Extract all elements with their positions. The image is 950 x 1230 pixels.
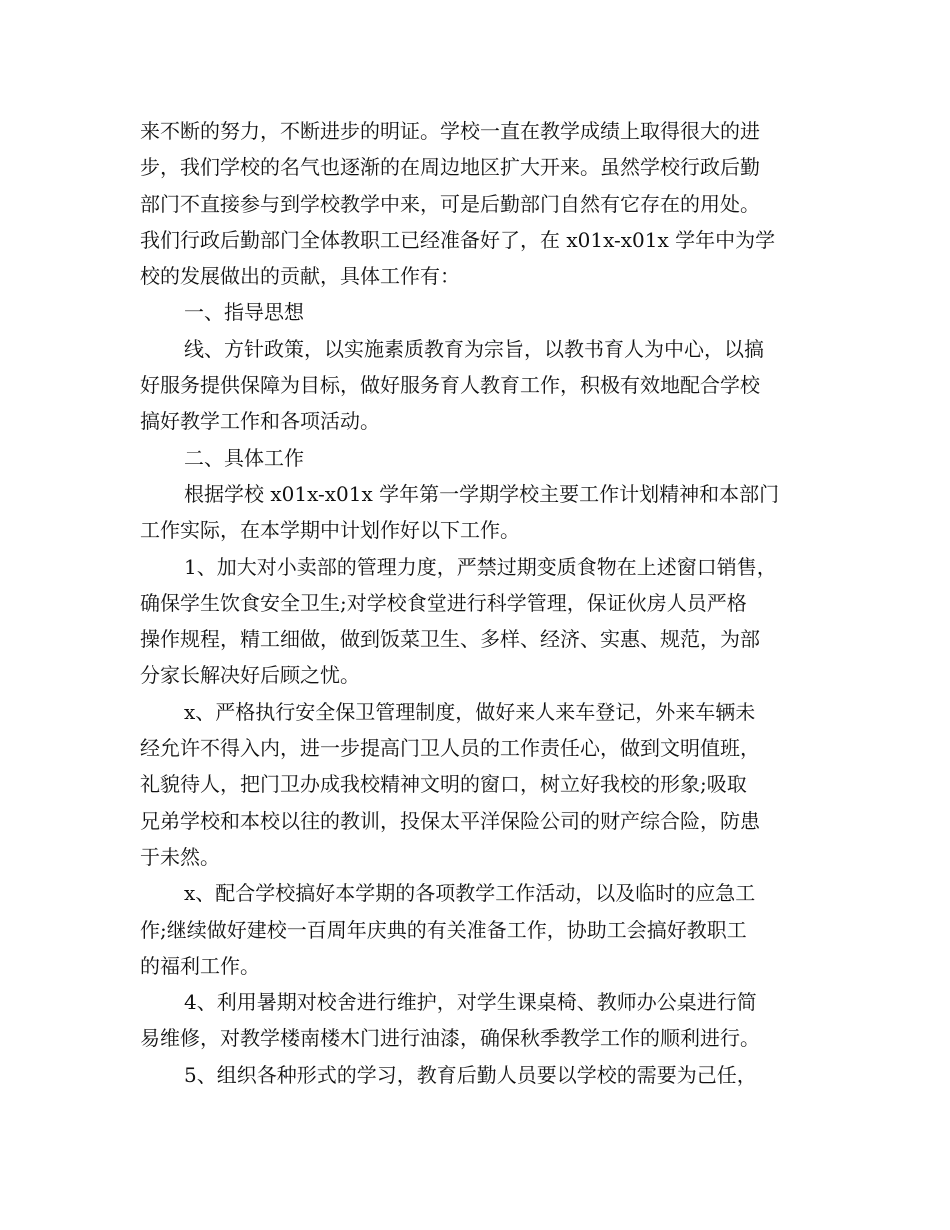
text-line: 步，我们学校的名气也逐渐的在周边地区扩大开来。虽然学校行政后勤 [140, 155, 760, 180]
text-line: 部门不直接参与到学校教学中来，可是后勤部门自然有它存在的用处。 [140, 191, 760, 216]
text-line: 确保学生饮食安全卫生;对学校食堂进行科学管理，保证伙房人员严格 [140, 590, 747, 615]
text-line: 经允许不得入内，进一步提高门卫人员的工作责任心，做到文明值班， [140, 736, 760, 761]
text-line: 兄弟学校和本校以往的教训，投保太平洋保险公司的财产综合险，防患 [140, 808, 760, 833]
document-body [140, 113, 815, 1093]
text-line: 易维修，对教学楼南楼木门进行油漆，确保秋季教学工作的顺利进行。 [140, 1026, 760, 1051]
text-line: 操作规程，精工细做，做到饭菜卫生、多样、经济、实惠、规范，为部 [140, 627, 760, 652]
text-line: 于未然。 [140, 844, 220, 869]
text-line: 的福利工作。 [140, 953, 260, 978]
text-line: 来不断的努力，不断进步的明证。学校一直在教学成绩上取得很大的进 [140, 119, 760, 143]
text-line: 礼貌待人，把门卫办成我校精神文明的窗口，树立好我校的形象;吸取 [140, 772, 747, 797]
text-line: 二、具体工作 [184, 445, 304, 470]
text-line: 根据学校 x01x-x01x 学年第一学期学校主要工作计划精神和本部门 [184, 481, 780, 506]
text-line: 分家长解决好后顾之忧。 [140, 663, 360, 688]
text-line: 1、加大对小卖部的管理力度，严禁过期变质食物在上述窗口销售， [184, 554, 777, 579]
text-line: 5、组织各种形式的学习，教育后勤人员要以学校的需要为己任， [184, 1062, 757, 1087]
text-line: 搞好教学工作和各项活动。 [140, 409, 380, 434]
text-line: 校的发展做出的贡献，具体工作有： [140, 264, 460, 289]
text-line: 一、指导思想 [184, 300, 304, 325]
text-line: 工作实际，在本学期中计划作好以下工作。 [140, 518, 520, 543]
text-line: x、严格执行安全保卫管理制度，做好来人来车登记，外来车辆未 [184, 699, 756, 724]
text-line: 4、利用暑期对校舍进行维护，对学生课桌椅、教师办公桌进行简 [184, 990, 757, 1015]
text-line: 线、方针政策，以实施素质教育为宗旨，以教书育人为中心，以搞 [184, 336, 764, 361]
text-line: x、配合学校搞好本学期的各项教学工作活动，以及临时的应急工 [184, 881, 756, 906]
text-line: 好服务提供保障为目标，做好服务育人教育工作，积极有效地配合学校 [140, 373, 760, 398]
text-line: 作;继续做好建校一百周年庆典的有关准备工作，协助工会搞好教职工 [140, 917, 747, 942]
text-line: 我们行政后勤部门全体教职工已经准备好了，在 x01x-x01x 学年中为学 [140, 227, 776, 252]
